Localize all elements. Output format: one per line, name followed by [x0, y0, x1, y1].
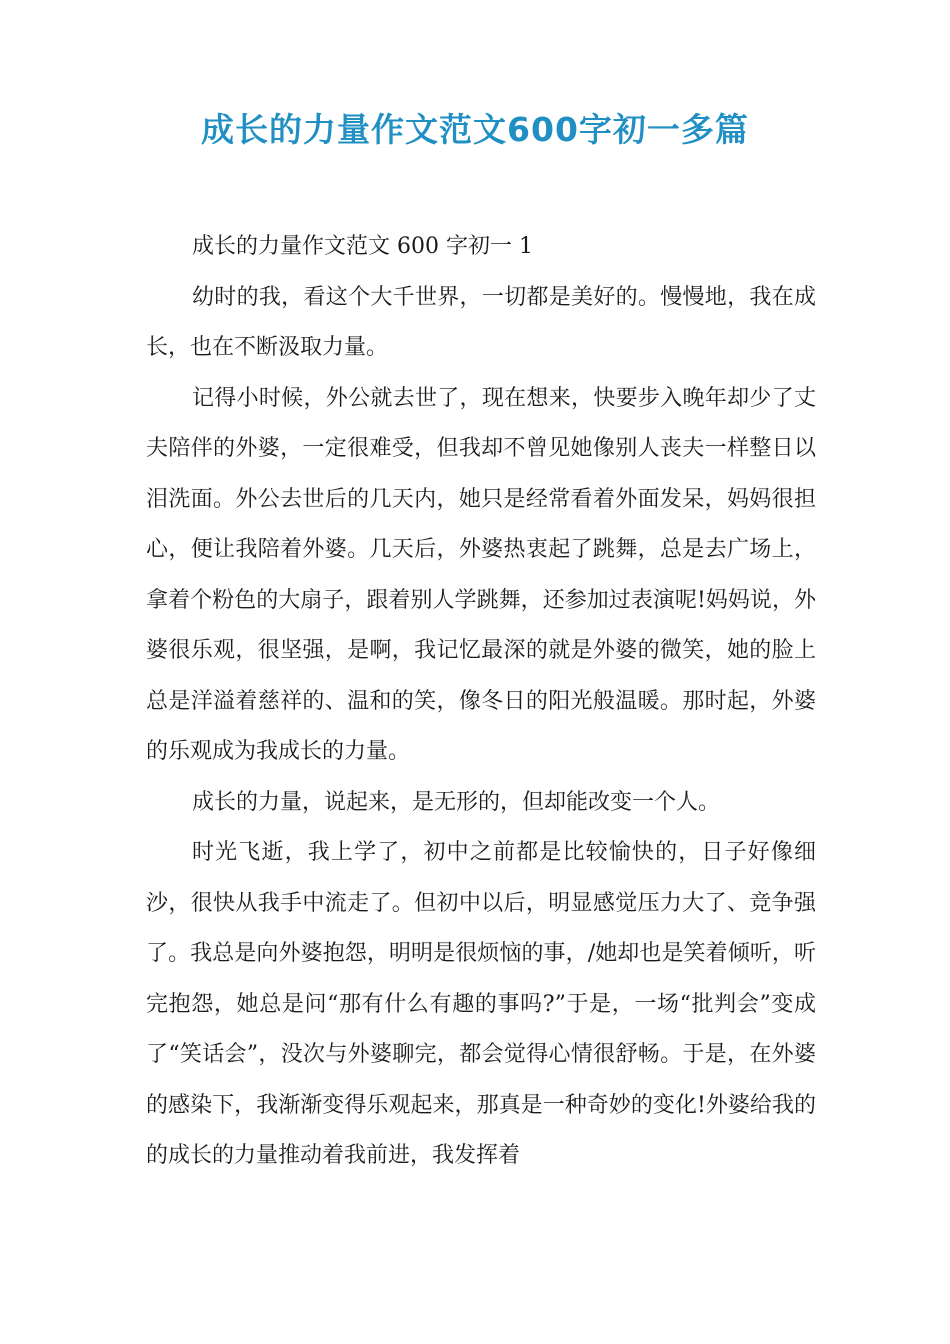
document-body: [146, 222, 816, 1182]
paragraph: 幼时的我，看这个大千世界，一切都是美好的。慢慢地，我在成长，也在不断汲取力量。: [146, 284, 816, 360]
paragraph: 成长的力量，说起来，是无形的，但却能改变一个人。: [192, 789, 721, 815]
document-title: 成长的力量作文范文600字初一多篇: [201, 110, 749, 149]
paragraph: 时光飞逝，我上学了，初中之前都是比较愉快的，日子好像细沙，很快从我手中流走了。但初中以后，明显感觉压力大了、竞争强了。我总是向外婆抱怨，明明是很烦恼的事，/她却也是笑着倾听，听完抱怨，她总是问“那有什么有趣的事吗?”于是，一场“批判会”变成了“笑话会”，没次与外婆聊完，都会觉得心情很舒畅。于是，在外婆的感染下，我渐渐变得乐观起来，那真是一种奇妙的变化!外婆给我的的成长的力量推动着我前进，我发挥着: [146, 840, 816, 1168]
paragraph-heading: 成长的力量作文范文 600 字初一 1: [192, 234, 533, 259]
paragraph: 记得小时候，外公就去世了，现在想来，快要步入晚年却少了丈夫陪伴的外婆，一定很难受，但我却不曾见她像别人丧夫一样整日以泪洗面。外公去世后的几天内，她只是经常看着外面发呆，妈妈很担心，便让我陪着外婆。几天后，外婆热衷起了跳舞，总是去广场上，拿着个粉色的大扇子，跟着别人学跳舞，还参加过表演呢!妈妈说，外婆很乐观，很坚强，是啊，我记忆最深的就是外婆的微笑，她的脸上总是洋溢着慈祥的、温和的笑，像冬日的阳光般温暖。那时起，外婆的乐观成为我成长的力量。: [146, 385, 816, 764]
